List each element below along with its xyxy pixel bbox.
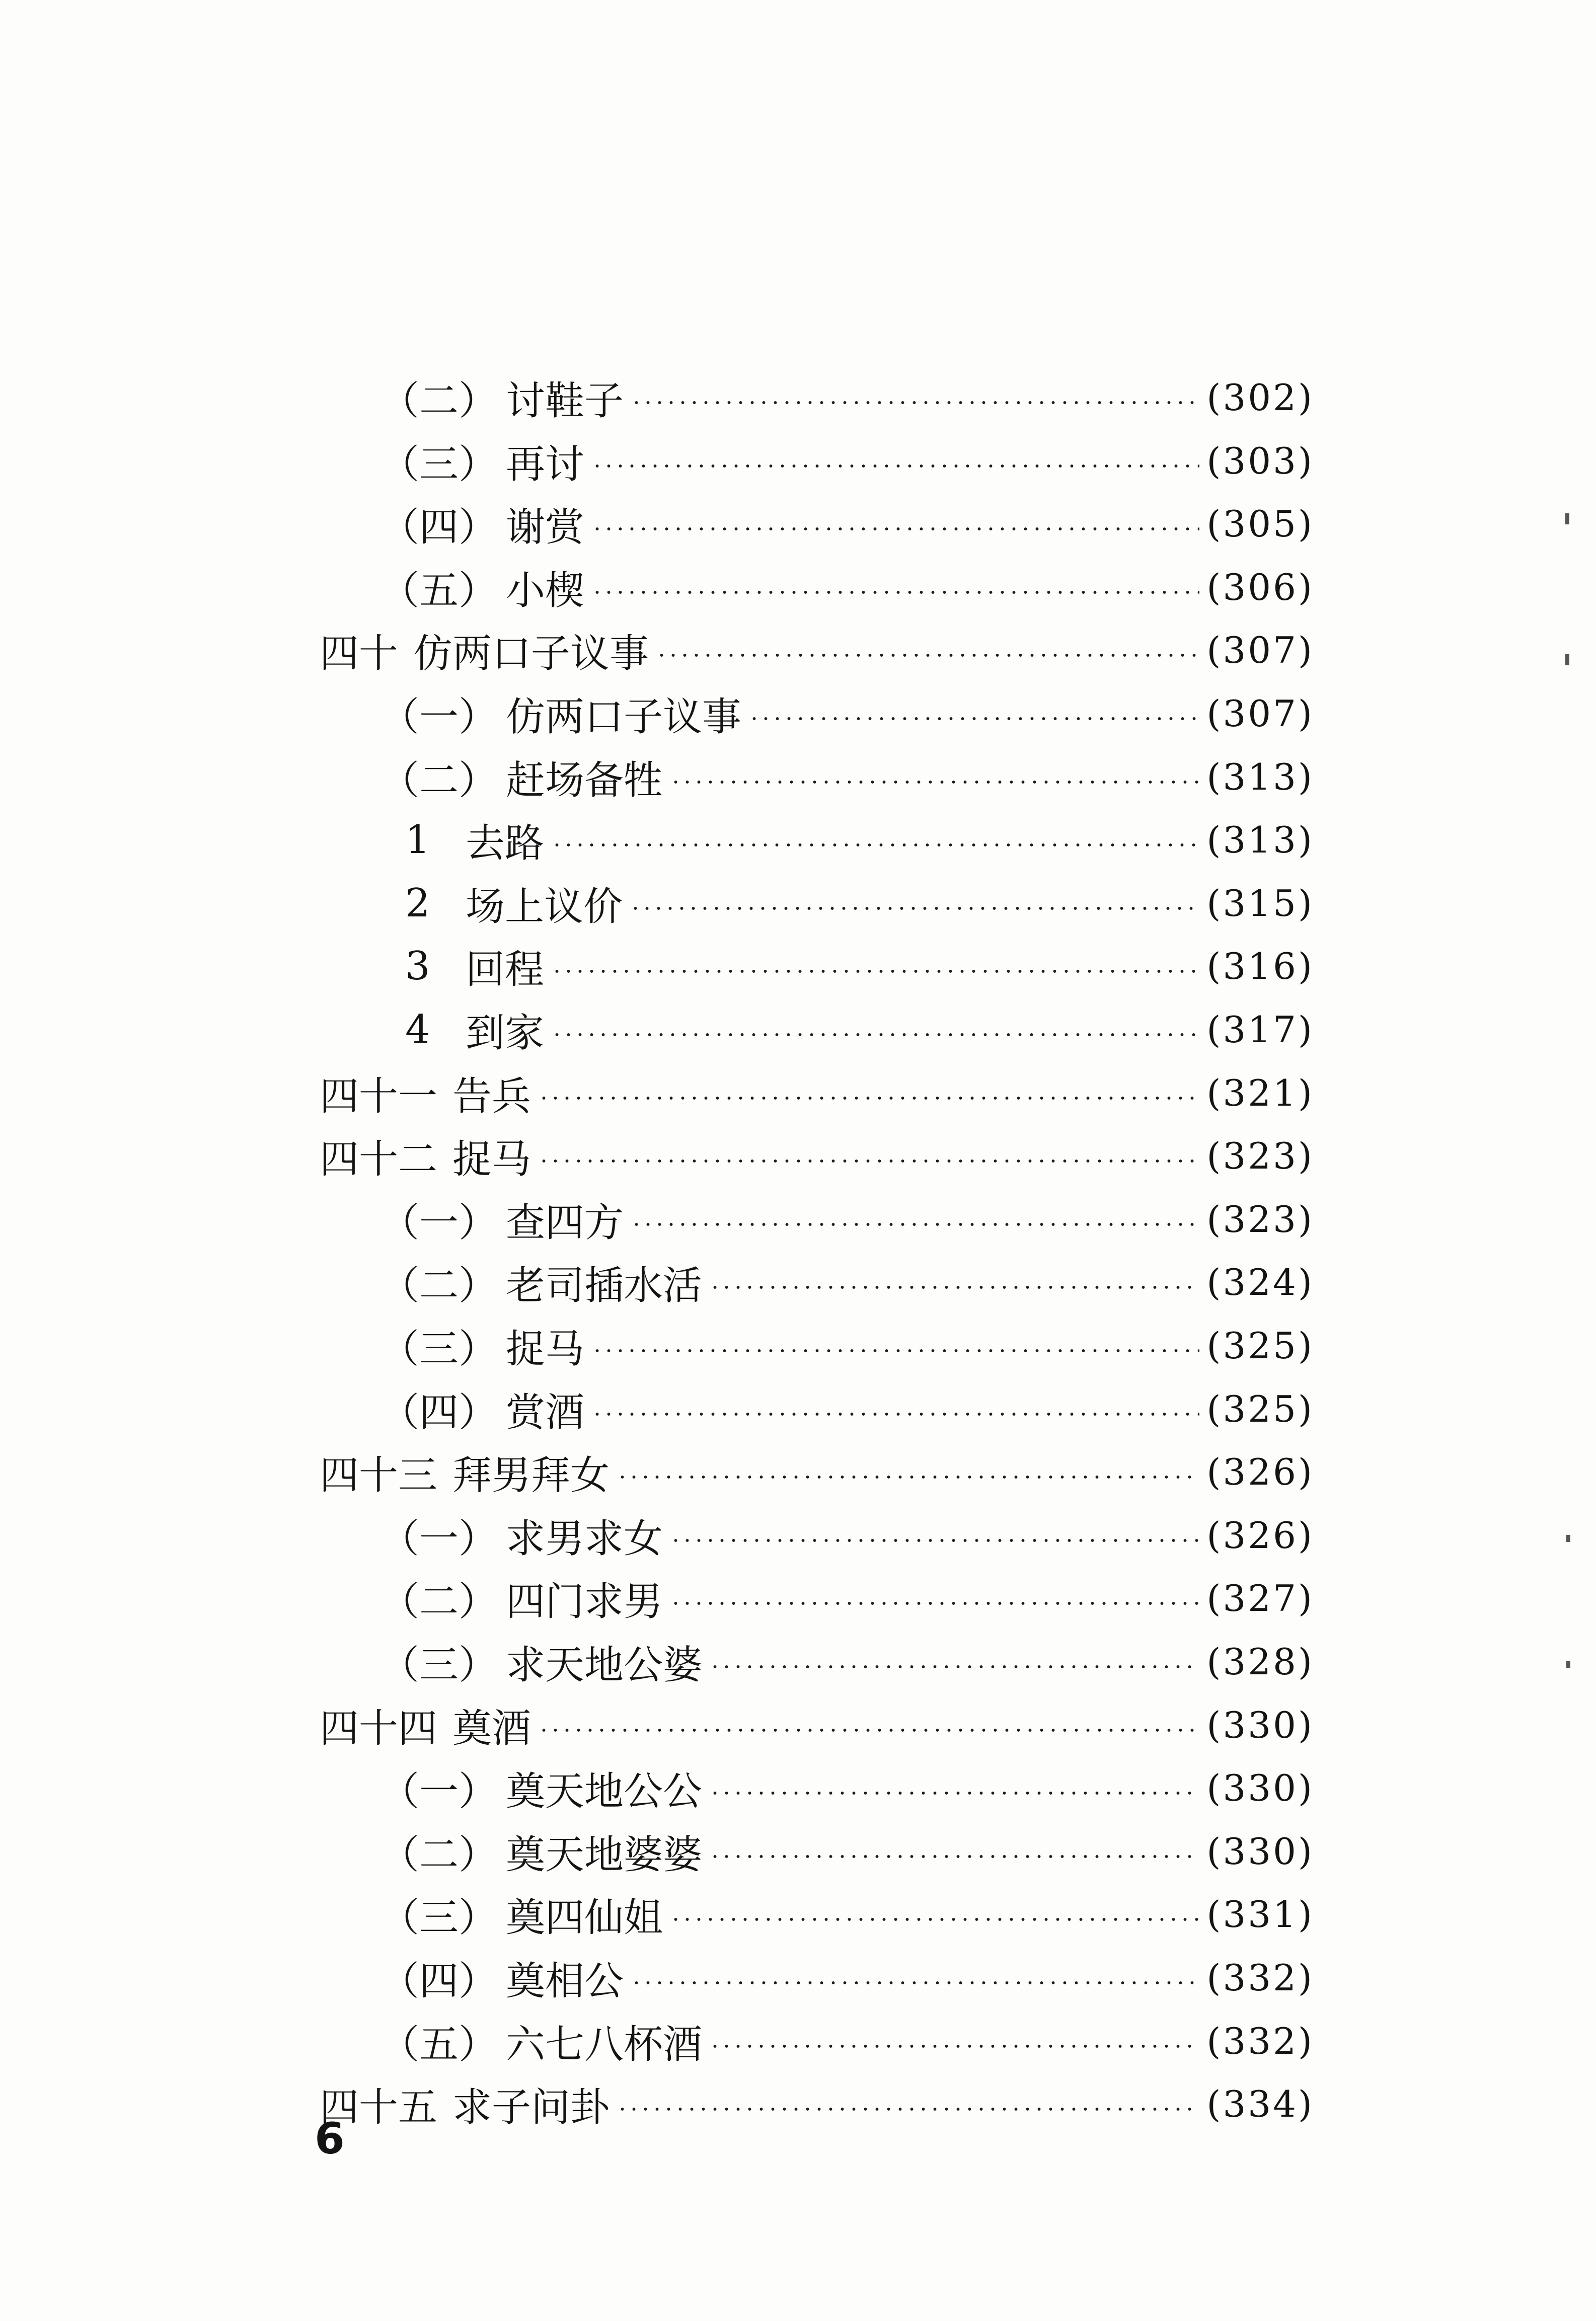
toc-entry bbox=[0, 370, 1314, 425]
toc-entry-title: 奠相公 bbox=[506, 1959, 624, 2004]
dot-leader bbox=[591, 462, 1199, 470]
toc-entry-page: (313) bbox=[1206, 819, 1314, 861]
toc-entry-number: （一） bbox=[380, 694, 498, 740]
toc-entry-title: 再讨 bbox=[506, 442, 585, 487]
toc-entry-title: 捉马 bbox=[506, 1327, 585, 1372]
dot-leader bbox=[591, 525, 1199, 532]
toc-entry-title: 谢赏 bbox=[506, 505, 585, 550]
dot-leader bbox=[631, 1979, 1199, 1986]
toc-entry-page: (306) bbox=[1206, 566, 1314, 608]
toc-entry-line bbox=[380, 1254, 1314, 1310]
toc-entry-page: (302) bbox=[1206, 376, 1314, 419]
toc-entry-line bbox=[380, 1634, 1314, 1690]
dot-leader bbox=[709, 2043, 1199, 2050]
dot-leader bbox=[670, 1916, 1199, 1923]
toc-entry-number: 4 bbox=[405, 1007, 430, 1052]
toc-entry-title: 拜男拜女 bbox=[452, 1453, 610, 1498]
toc-entry-number: （二） bbox=[380, 1832, 498, 1878]
toc-entry-title: 求男求女 bbox=[506, 1516, 663, 1562]
toc-entry-title: 仿两口子议事 bbox=[413, 631, 649, 676]
toc-entry-title: 奠四仙姐 bbox=[506, 1895, 663, 1941]
toc-entry-number: （二） bbox=[380, 758, 498, 803]
toc-entry bbox=[0, 2076, 1314, 2132]
toc-entry-line bbox=[380, 1823, 1314, 1880]
toc-entry-title: 场上议价 bbox=[466, 884, 623, 930]
dot-leader bbox=[709, 1663, 1199, 1670]
toc-entry-title: 求天地公婆 bbox=[506, 1643, 703, 1688]
margin-mark bbox=[1566, 1535, 1570, 1542]
toc-entry bbox=[0, 1824, 1314, 1879]
toc-entry-line bbox=[320, 1065, 1314, 1121]
toc-entry-number: （四） bbox=[380, 1959, 498, 2004]
toc-entry-line bbox=[405, 812, 1314, 868]
dot-leader bbox=[538, 1157, 1199, 1165]
toc-entry-title: 奠天地公公 bbox=[506, 1769, 703, 1814]
toc-entry-line bbox=[380, 433, 1314, 489]
dot-leader bbox=[617, 1474, 1199, 1481]
toc-entry-line bbox=[320, 2076, 1314, 2132]
toc-entry bbox=[0, 876, 1314, 931]
toc-entry bbox=[0, 749, 1314, 805]
toc-entry-line bbox=[320, 1444, 1314, 1500]
toc-entry-line bbox=[405, 938, 1314, 994]
toc-entry-page: (305) bbox=[1206, 503, 1314, 545]
toc-entry-title: 告兵 bbox=[452, 1074, 531, 1119]
toc-entry bbox=[0, 496, 1314, 552]
toc-entry-title: 到家 bbox=[466, 1011, 545, 1056]
dot-leader bbox=[591, 589, 1199, 596]
toc-entry-number: 2 bbox=[405, 881, 430, 926]
toc-entry-page: (332) bbox=[1206, 1957, 1314, 1999]
dot-leader bbox=[591, 1411, 1199, 1418]
toc-entry-page: (330) bbox=[1206, 1830, 1314, 1873]
toc-entry bbox=[0, 1002, 1314, 1057]
toc-entry-number: 四十四 bbox=[320, 1706, 438, 1751]
toc-entry-page: (324) bbox=[1206, 1261, 1314, 1303]
dot-leader bbox=[538, 1095, 1199, 1102]
margin-mark bbox=[1565, 513, 1569, 524]
toc-entry-title: 赏酒 bbox=[506, 1390, 585, 1435]
toc-entry-line bbox=[380, 1507, 1314, 1564]
toc-entry-line bbox=[405, 875, 1314, 932]
toc-entry-line bbox=[320, 1128, 1314, 1184]
toc-entry-line bbox=[380, 559, 1314, 615]
toc-entry-line bbox=[380, 369, 1314, 426]
toc-entry-line bbox=[380, 1950, 1314, 2006]
toc-entry-title: 捉马 bbox=[452, 1137, 531, 1182]
toc-entry bbox=[0, 1192, 1314, 1247]
toc-entry-page: (321) bbox=[1206, 1072, 1314, 1114]
dot-leader bbox=[551, 968, 1199, 975]
toc-entry-title: 回程 bbox=[466, 947, 545, 992]
toc-entry bbox=[0, 939, 1314, 994]
toc-entry-page: (323) bbox=[1206, 1198, 1314, 1241]
toc-entry-page: (325) bbox=[1206, 1325, 1314, 1367]
toc-entry bbox=[0, 1128, 1314, 1184]
margin-mark bbox=[1565, 654, 1569, 665]
toc-entry-page: (307) bbox=[1206, 629, 1314, 671]
toc-entry-number: （二） bbox=[380, 1579, 498, 1624]
toc-entry bbox=[0, 433, 1314, 489]
toc-entry-title: 赶场备牲 bbox=[506, 758, 663, 803]
dot-leader bbox=[670, 1537, 1199, 1544]
toc-entry bbox=[0, 1255, 1314, 1310]
toc-entry-title: 奠酒 bbox=[452, 1706, 531, 1751]
toc-entry-number: （一） bbox=[380, 1769, 498, 1814]
toc-entry-line bbox=[380, 1191, 1314, 1248]
toc-entry-number: 1 bbox=[405, 817, 430, 863]
toc-entry-page: (330) bbox=[1206, 1704, 1314, 1746]
dot-leader bbox=[670, 779, 1199, 786]
toc-entry-page: (332) bbox=[1206, 2020, 1314, 2062]
toc-entry-title: 小楔 bbox=[506, 568, 585, 613]
toc-entry-line bbox=[380, 1886, 1314, 1943]
toc-entry-number: 四十三 bbox=[320, 1453, 438, 1498]
toc-entry-page: (334) bbox=[1206, 2083, 1314, 2125]
toc-entry-page: (313) bbox=[1206, 756, 1314, 798]
toc-entry-page: (307) bbox=[1206, 692, 1314, 735]
toc-entry-number: 四十一 bbox=[320, 1074, 438, 1119]
toc-entry-page: (317) bbox=[1206, 1009, 1314, 1051]
toc-entry-number: （三） bbox=[380, 442, 498, 487]
toc-entry bbox=[0, 1444, 1314, 1500]
dot-leader bbox=[551, 1031, 1199, 1038]
toc-entry-number: 四十 bbox=[320, 631, 399, 676]
toc-entry-title: 四门求男 bbox=[506, 1579, 663, 1624]
toc-entry bbox=[0, 1508, 1314, 1563]
toc-entry-line bbox=[405, 1001, 1314, 1058]
toc-entry-page: (303) bbox=[1206, 440, 1314, 482]
margin-mark bbox=[1566, 1661, 1570, 1668]
dot-leader bbox=[656, 652, 1199, 659]
toc-entry-number: （五） bbox=[380, 2022, 498, 2067]
toc-entry bbox=[0, 1760, 1314, 1816]
toc-entry bbox=[0, 1065, 1314, 1121]
dot-leader bbox=[670, 1600, 1199, 1607]
toc-entry bbox=[0, 1571, 1314, 1626]
toc-entry-number: （二） bbox=[380, 378, 498, 424]
toc-entry-page: (315) bbox=[1206, 882, 1314, 924]
toc-entry-number: （三） bbox=[380, 1895, 498, 1941]
toc-entry bbox=[0, 2014, 1314, 2069]
toc-entry bbox=[0, 1381, 1314, 1437]
toc-entry-line bbox=[380, 1570, 1314, 1627]
toc-entry-page: (316) bbox=[1206, 945, 1314, 987]
toc-entry-page: (326) bbox=[1206, 1514, 1314, 1557]
toc-entry-page: (331) bbox=[1206, 1893, 1314, 1936]
dot-leader bbox=[748, 715, 1199, 722]
toc-entry-line bbox=[380, 1381, 1314, 1437]
toc-entry-line bbox=[380, 2013, 1314, 2069]
toc-entry bbox=[0, 1950, 1314, 2005]
page-number: 6 bbox=[315, 2114, 345, 2164]
toc-entry-line bbox=[320, 622, 1314, 678]
toc-entry-line bbox=[380, 496, 1314, 552]
dot-leader bbox=[551, 841, 1199, 848]
dot-leader bbox=[631, 399, 1199, 406]
toc-entry-title: 查四方 bbox=[506, 1200, 624, 1246]
toc-entry-page: (325) bbox=[1206, 1388, 1314, 1430]
toc-entry-line bbox=[380, 1760, 1314, 1816]
toc-entry-line bbox=[380, 749, 1314, 805]
toc-entry-number: 3 bbox=[405, 944, 430, 989]
toc-entry-number: 四十五 bbox=[320, 2085, 438, 2130]
dot-leader bbox=[630, 905, 1199, 912]
toc-entry-title: 求子问卦 bbox=[452, 2085, 610, 2130]
toc-entry-title: 仿两口子议事 bbox=[506, 694, 742, 740]
toc-entry bbox=[0, 1887, 1314, 1942]
toc-entry-number: 四十二 bbox=[320, 1137, 438, 1182]
toc-entry-page: (327) bbox=[1206, 1577, 1314, 1619]
toc-entry-title: 老司插水活 bbox=[506, 1263, 703, 1308]
toc-entry-page: (330) bbox=[1206, 1767, 1314, 1809]
toc-entry bbox=[0, 1697, 1314, 1753]
toc-entry-page: (323) bbox=[1206, 1135, 1314, 1177]
toc-entry-number: （五） bbox=[380, 568, 498, 613]
toc-entry-line bbox=[380, 685, 1314, 742]
dot-leader bbox=[617, 2106, 1199, 2113]
toc-entry-title: 六七八杯酒 bbox=[506, 2022, 703, 2067]
toc-entry-title: 讨鞋子 bbox=[506, 378, 624, 424]
toc-entry-line bbox=[380, 1318, 1314, 1374]
toc-entry-number: （三） bbox=[380, 1643, 498, 1688]
toc-entry-number: （三） bbox=[380, 1327, 498, 1372]
dot-leader bbox=[538, 1727, 1199, 1734]
toc-entry-title: 奠天地婆婆 bbox=[506, 1832, 703, 1878]
dot-leader bbox=[591, 1347, 1199, 1354]
toc-entry-line bbox=[320, 1697, 1314, 1753]
toc-entry-number: （四） bbox=[380, 505, 498, 550]
toc-entry bbox=[0, 1634, 1314, 1689]
toc-entry bbox=[0, 623, 1314, 678]
toc-entry-number: （二） bbox=[380, 1263, 498, 1308]
toc-entry-number: （一） bbox=[380, 1200, 498, 1246]
toc-entry bbox=[0, 686, 1314, 741]
dot-leader bbox=[709, 1284, 1199, 1291]
toc-entry-title: 去路 bbox=[466, 821, 545, 866]
dot-leader bbox=[709, 1853, 1199, 1860]
toc-entry-page: (328) bbox=[1206, 1641, 1314, 1683]
toc-entry-number: （四） bbox=[380, 1390, 498, 1435]
dot-leader bbox=[631, 1221, 1199, 1228]
toc-entry-number: （一） bbox=[380, 1516, 498, 1562]
toc-entry bbox=[0, 560, 1314, 615]
toc-entry-page: (326) bbox=[1206, 1451, 1314, 1493]
dot-leader bbox=[709, 1790, 1199, 1797]
toc-entry bbox=[0, 1318, 1314, 1373]
toc-entry bbox=[0, 812, 1314, 868]
